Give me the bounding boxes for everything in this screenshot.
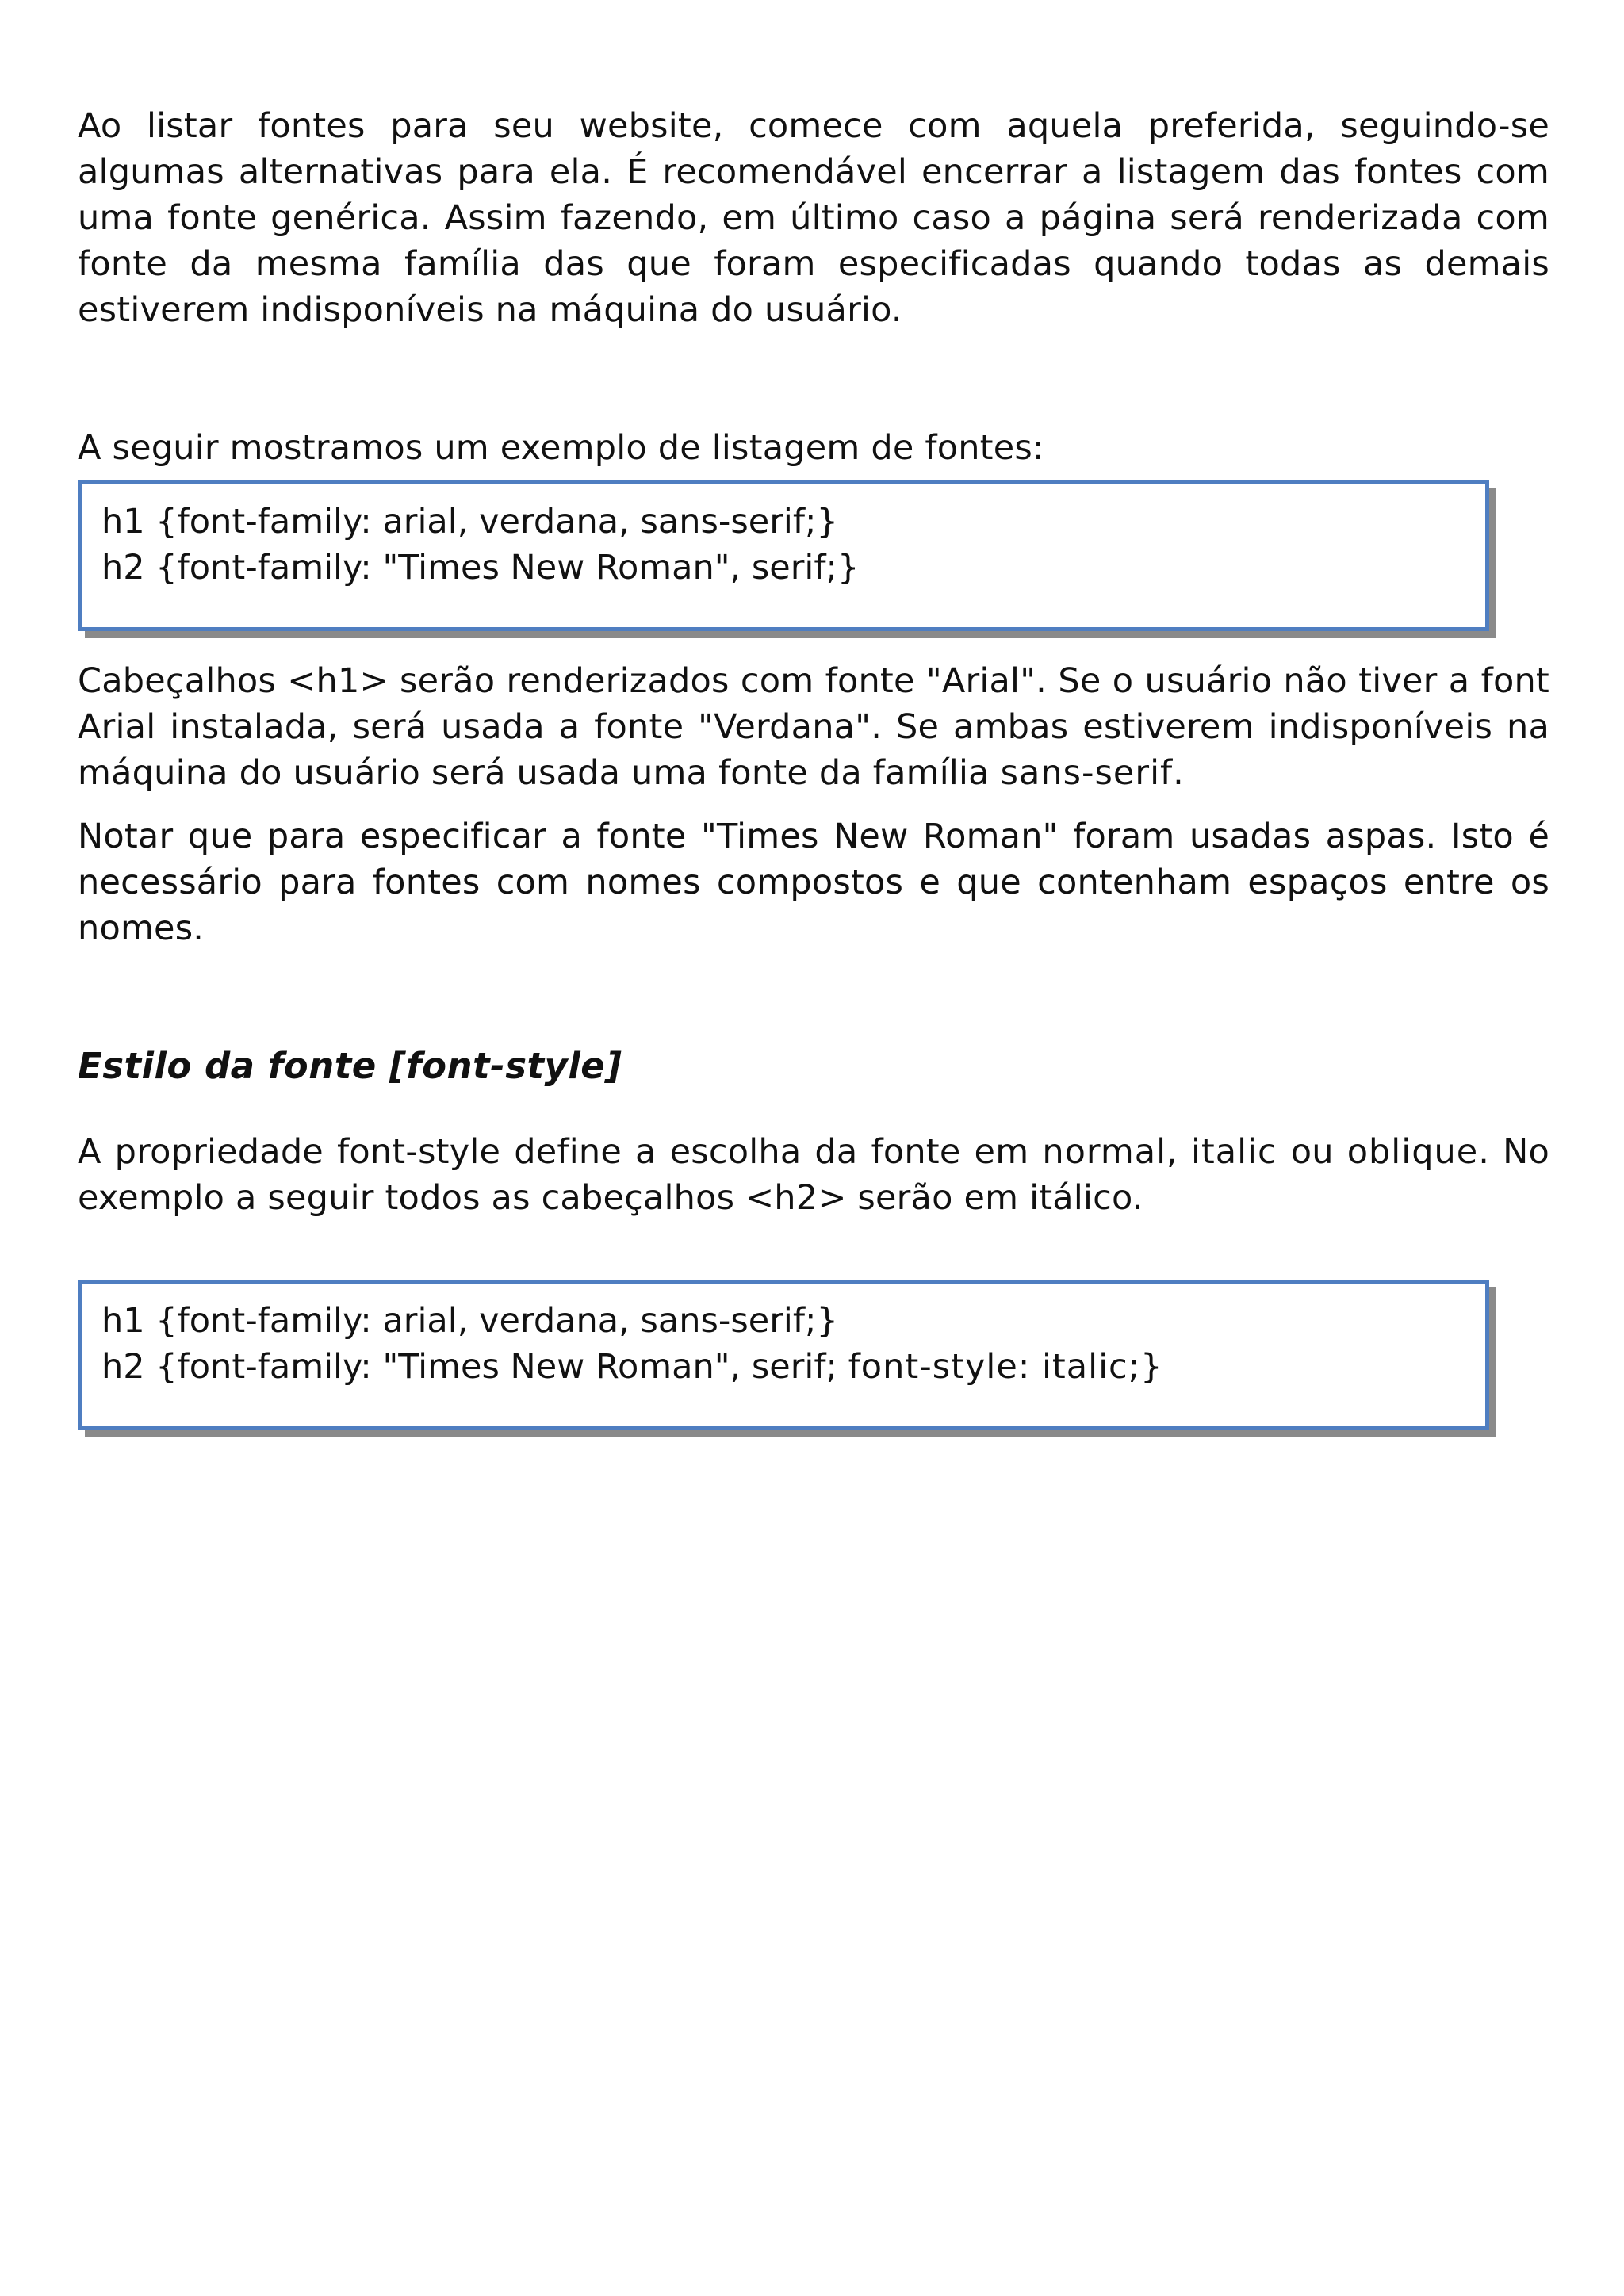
intro-paragraph: Ao listar fontes para seu website, comece com aquela preferida, seguindo-se algumas alternativas para ela. É recomendável encerrar a listagem das fontes com uma fonte genérica. Assim fazendo, em último caso a página será renderizada com fonte da mesma família das que foram especificadas quando todas as demais estiverem indisponíveis na máquina do usuário. — [78, 106, 1549, 330]
comma-separator: , — [1166, 1132, 1191, 1172]
headers-explanation-text: Cabeçalhos <h1> serão renderizados com fonte "Arial". Se o usuário não tiver a font Arial instalada, será usada a fonte "Verdana". Se ambas estiverem indisponíveis na máquina do usuário será usada uma fonte da família — [78, 661, 1549, 793]
document-page — [78, 103, 1549, 1430]
code-line-h1: h1 {font-family: arial, verdana, sans-serif;} — [102, 1301, 838, 1341]
quotes-note-paragraph: Notar que para especificar a fonte "Times New Roman" foram usadas aspas. Isto é necessário para fontes com nomes compostos e que contenham espaços entre os nomes. — [78, 817, 1549, 948]
font-style-intro-part1: A propriedade font-style define a escolha da fonte em — [78, 1132, 1043, 1172]
example-intro-paragraph: A seguir mostramos um exemplo de listagem de fontes: — [78, 428, 1044, 468]
code-example-box-1 — [78, 480, 1489, 631]
font-style-intro-part2: . No exemplo a seguir todos as cabeçalhos <h2> serão em itálico. — [78, 1132, 1549, 1218]
headers-explanation-paragraph — [78, 658, 1549, 796]
code-line-h2-part-b: font-style: italic;} — [848, 1347, 1163, 1387]
code-example-box-2 — [78, 1280, 1489, 1430]
code-line-h1: h1 {font-family: arial, verdana, sans-serif;} — [102, 502, 838, 541]
sans-serif-term: sans-serif — [1000, 753, 1174, 793]
code-line-h2: h2 {font-family: "Times New Roman", serif;} — [102, 548, 860, 587]
oblique-term: oblique — [1346, 1132, 1479, 1172]
section-heading-font-style: Estilo da fonte [font-style] — [78, 1045, 622, 1087]
italic-term: italic — [1190, 1132, 1277, 1172]
code-line-h2-italic — [102, 1344, 1485, 1390]
ou-separator: ou — [1277, 1132, 1347, 1172]
font-style-intro-paragraph — [78, 1129, 1549, 1221]
headers-explanation-end: . — [1173, 753, 1185, 793]
code-line-h2-part-a: h2 {font-family: "Times New Roman", serif; — [102, 1347, 848, 1387]
normal-term: normal — [1042, 1132, 1167, 1172]
